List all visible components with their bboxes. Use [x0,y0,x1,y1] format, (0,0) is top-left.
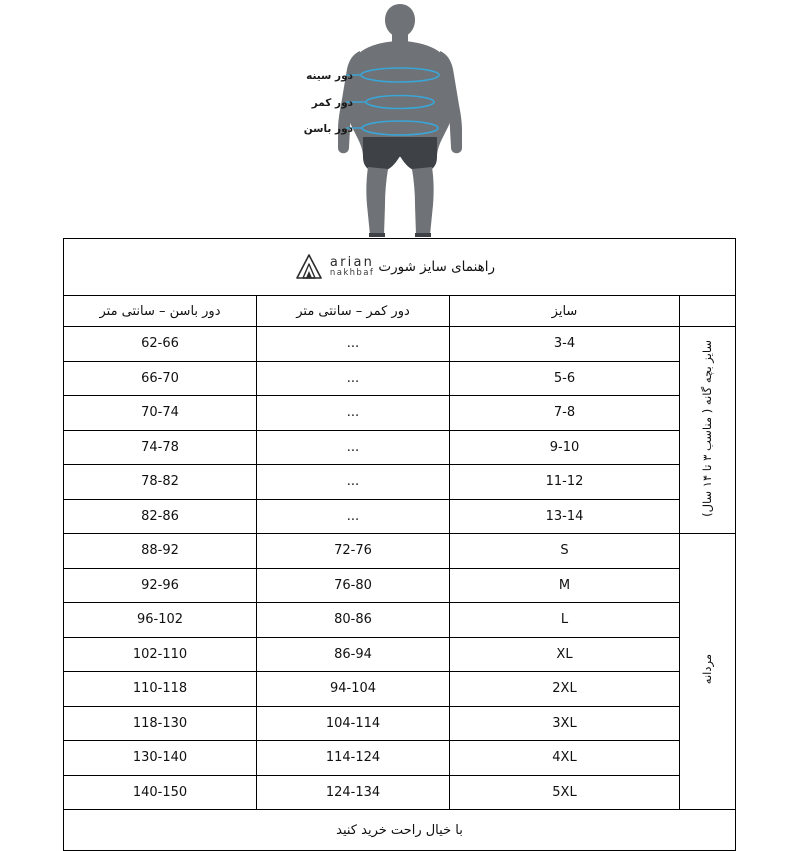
figure-illustration [0,0,800,238]
cell-waist: ... [257,499,450,534]
cell-hip: 110-118 [63,672,256,707]
label-hip-measure: دور باسن [303,123,353,135]
table-row [63,396,735,431]
table-row [63,430,735,465]
header-size: سایز [450,296,680,327]
table-row [63,672,735,707]
cell-waist: 114-124 [257,741,450,776]
group-label-kids: سایز بچه گانه ( مناسب ۳ تا ۱۴ سال) [680,327,736,534]
cell-hip: 96-102 [63,603,256,638]
cell-waist: 86-94 [257,637,450,672]
group-label-men: مردانه [680,534,736,810]
table-row [63,603,735,638]
size-table-wrapper [64,238,736,851]
header-hip: دور باسن – سانتی متر [63,296,256,327]
cell-size: XL [450,637,680,672]
label-waist-measure: دور کمر [311,97,353,109]
cell-hip: 74-78 [63,430,256,465]
table-row [63,775,735,810]
cell-hip: 130-140 [63,741,256,776]
cell-waist: ... [257,327,450,362]
male-body-figure [0,0,800,238]
title-brand-cell [63,239,735,296]
cell-size: 3-4 [450,327,680,362]
brand-logo [294,252,374,282]
cell-size: L [450,603,680,638]
cell-hip: 82-86 [63,499,256,534]
table-row [63,741,735,776]
cell-size: M [450,568,680,603]
cell-hip: 62-66 [63,327,256,362]
cell-size: 7-8 [450,396,680,431]
table-row [63,465,735,500]
table-row [63,637,735,672]
page-title: راهنمای سایز شورت [378,259,496,275]
cell-size: 5-6 [450,361,680,396]
table-row [63,706,735,741]
cell-hip: 66-70 [63,361,256,396]
table-row [63,568,735,603]
table-footer-row [63,810,735,851]
cell-hip: 78-82 [63,465,256,500]
cell-hip: 102-110 [63,637,256,672]
cell-size: 11-12 [450,465,680,500]
header-waist: دور کمر – سانتی متر [257,296,450,327]
cell-hip: 70-74 [63,396,256,431]
cell-hip: 92-96 [63,568,256,603]
cell-waist: 124-134 [257,775,450,810]
table-header-row [63,296,735,327]
cell-size: 5XL [450,775,680,810]
header-spacer-cell [680,296,736,327]
cell-hip: 140-150 [63,775,256,810]
cell-waist: 80-86 [257,603,450,638]
cell-size: 3XL [450,706,680,741]
cell-waist: 76-80 [257,568,450,603]
cell-hip: 88-92 [63,534,256,569]
table-row [63,499,735,534]
cell-waist: ... [257,430,450,465]
table-row [63,327,735,362]
label-chest-measure: دور سینه [306,70,353,82]
cell-waist: 104-114 [257,706,450,741]
table-title-row [63,239,735,296]
cell-size: 13-14 [450,499,680,534]
body-figure-svg [0,0,800,238]
table-row [63,361,735,396]
cell-waist: 72-76 [257,534,450,569]
cell-waist: ... [257,361,450,396]
cell-size: 2XL [450,672,680,707]
cell-size: S [450,534,680,569]
footer-message: با خیال راحت خرید کنید [63,810,735,851]
cell-waist: 94-104 [257,672,450,707]
size-guide-table [63,238,736,851]
cell-size: 4XL [450,741,680,776]
cell-waist: ... [257,396,450,431]
cell-size: 9-10 [450,430,680,465]
cell-waist: ... [257,465,450,500]
brand-subname: nakhbaf [329,268,375,279]
cell-hip: 118-130 [63,706,256,741]
brand-name: arian [329,254,375,270]
table-row [63,534,735,569]
arian-triangle-icon [294,252,324,282]
